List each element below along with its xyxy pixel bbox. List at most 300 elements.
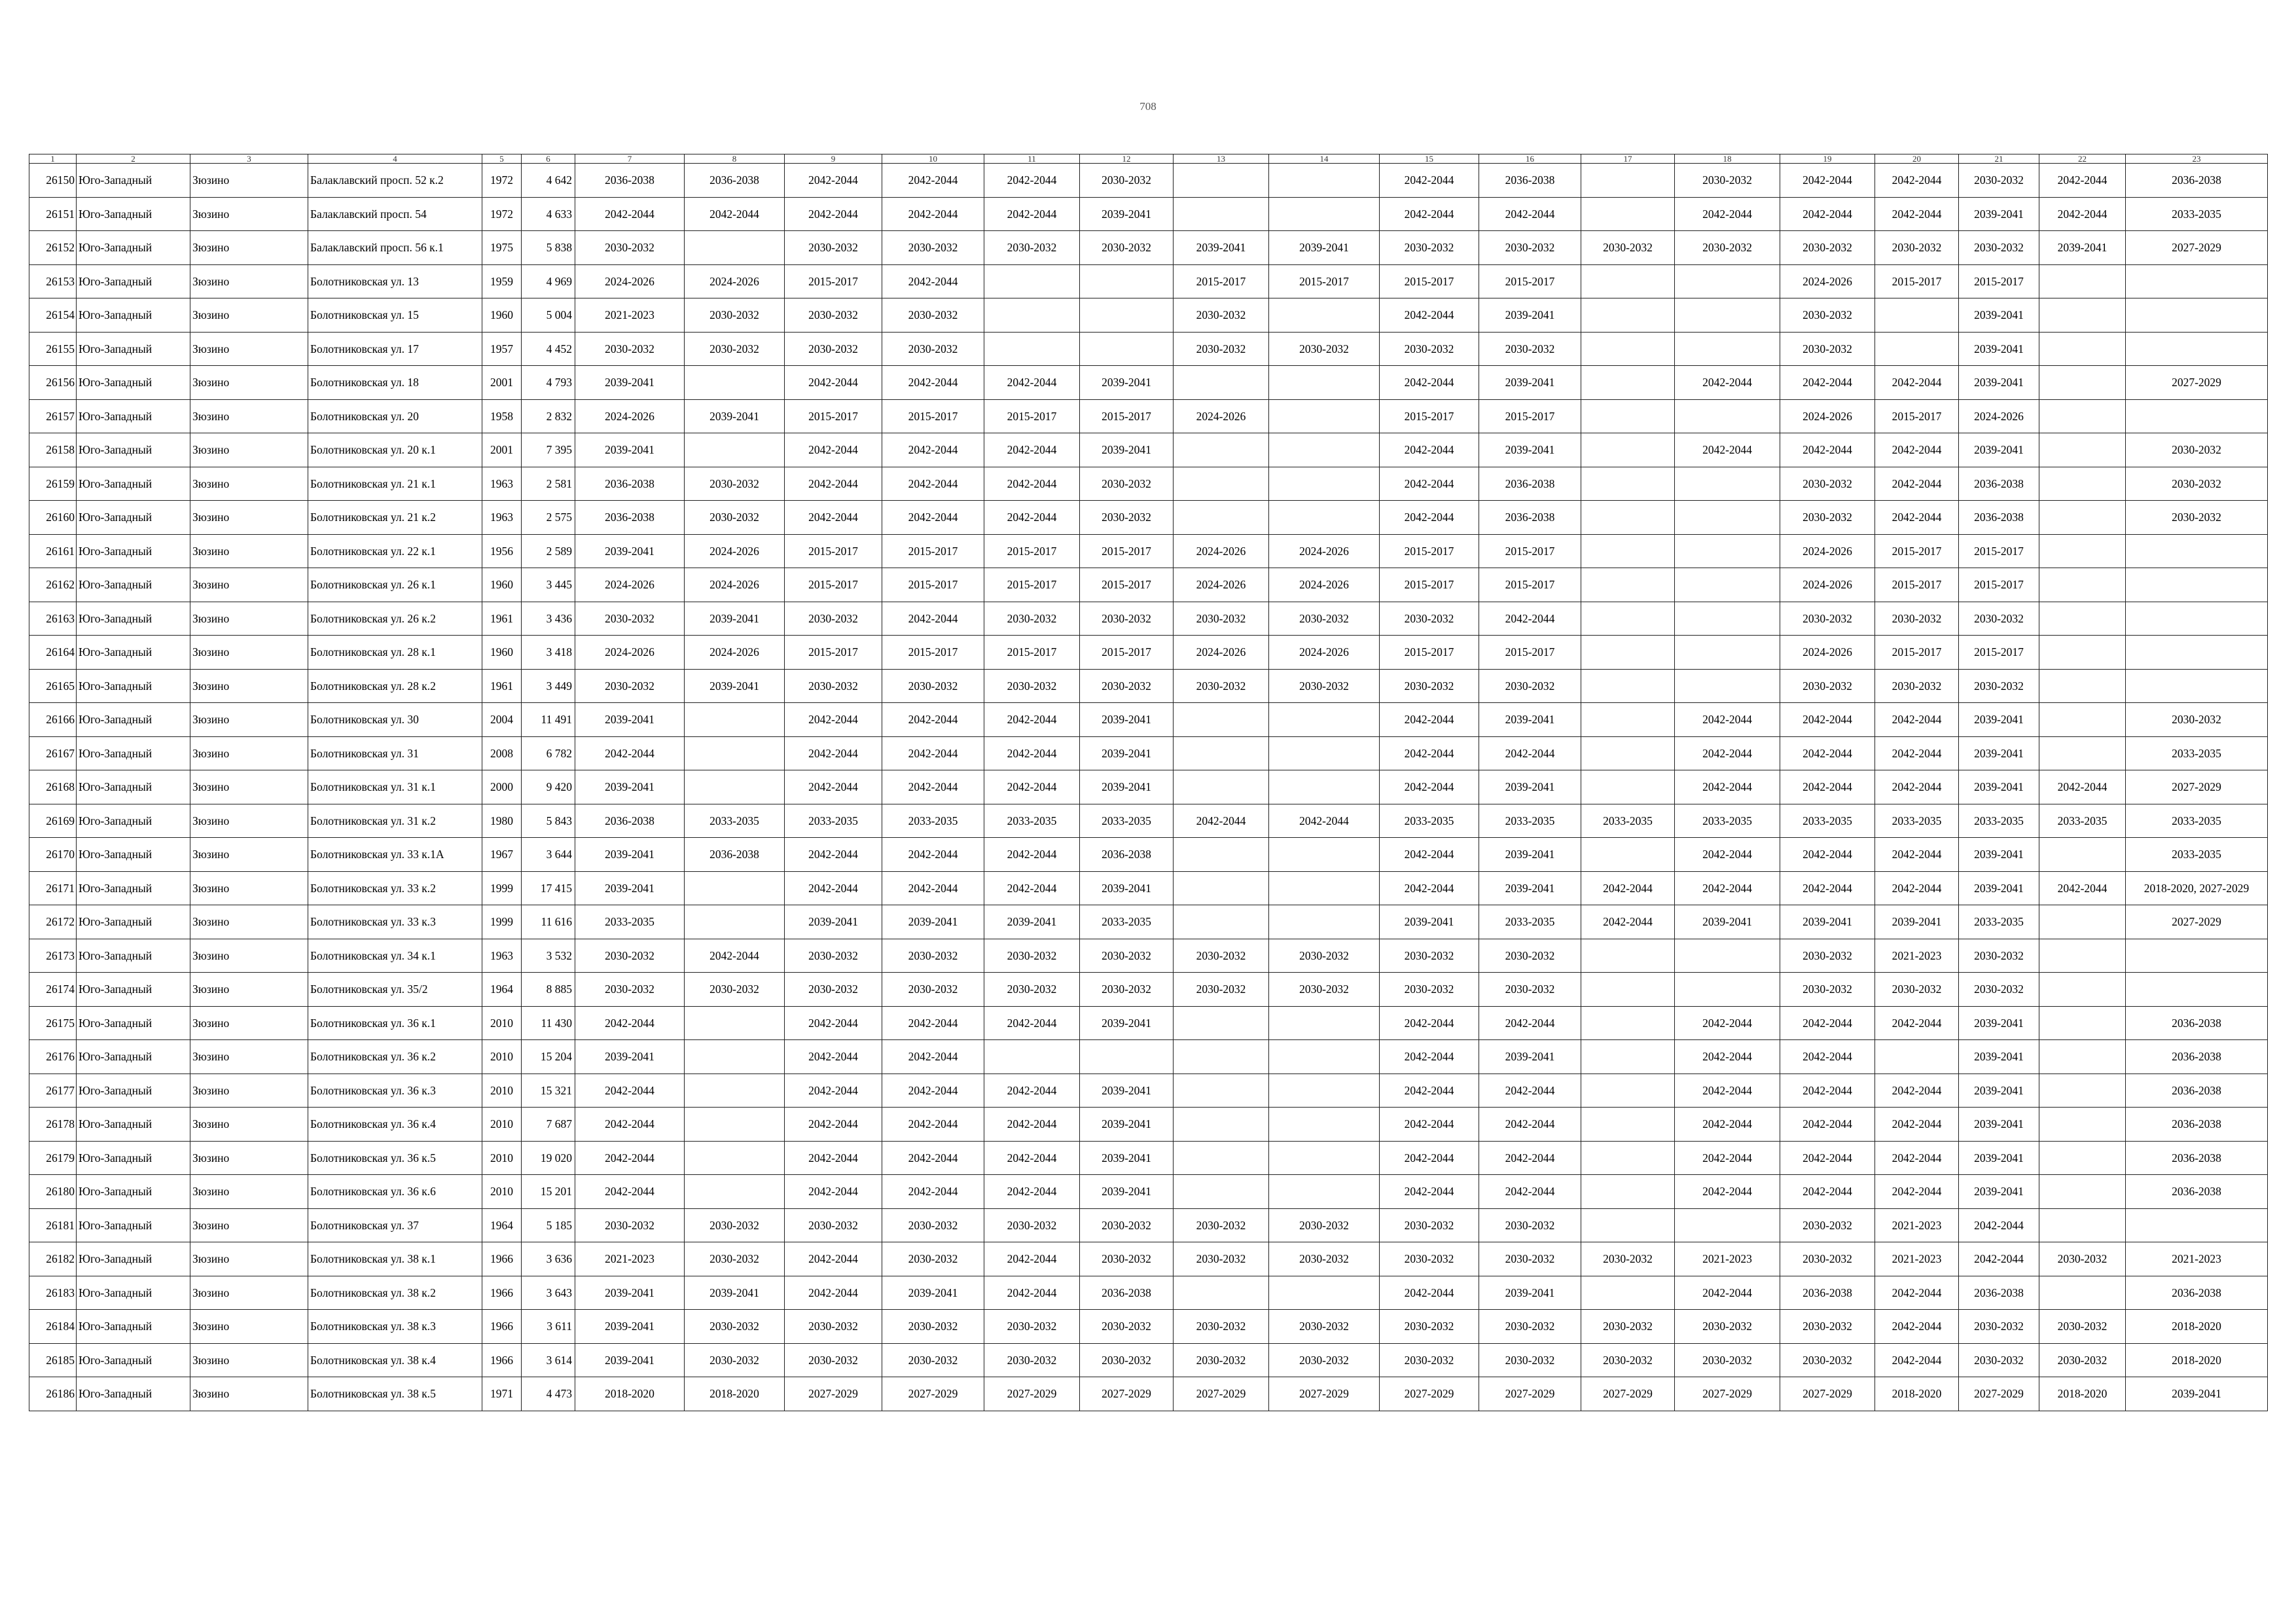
table-cell: 2036-2038 bbox=[1959, 467, 2039, 501]
column-number: 3 bbox=[190, 154, 308, 164]
table-cell: 2042-2044 bbox=[882, 736, 984, 770]
table-cell: 2042-2044 bbox=[2039, 770, 2126, 804]
table-cell: 2030-2032 bbox=[1479, 1208, 1581, 1242]
table-cell bbox=[1675, 568, 1780, 602]
table-cell: 2024-2026 bbox=[1780, 399, 1875, 433]
table-cell: 2042-2044 bbox=[984, 1276, 1080, 1310]
table-cell: Зюзино bbox=[190, 264, 308, 298]
table-cell: 2042-2044 bbox=[1581, 905, 1675, 939]
table-cell: Юго-Западный bbox=[77, 332, 190, 366]
table-cell: 2039-2041 bbox=[1875, 905, 1959, 939]
table-cell: 2042-2044 bbox=[785, 838, 882, 872]
table-cell: 2039-2041 bbox=[575, 871, 685, 905]
table-cell: 2024-2026 bbox=[1174, 399, 1269, 433]
table-cell: 2030-2032 bbox=[785, 1208, 882, 1242]
table-cell: Болотниковская ул. 26 к.1 bbox=[308, 568, 482, 602]
column-number: 20 bbox=[1875, 154, 1959, 164]
table-row bbox=[29, 973, 2268, 1007]
table-cell: 2030-2032 bbox=[1479, 332, 1581, 366]
table-cell: 2039-2041 bbox=[1959, 871, 2039, 905]
table-cell: 2015-2017 bbox=[1959, 636, 2039, 670]
table-cell: 2042-2044 bbox=[1875, 1343, 1959, 1377]
table-cell: 2036-2038 bbox=[1780, 1276, 1875, 1310]
table-cell: 2042-2044 bbox=[1675, 433, 1780, 467]
table-cell: 26158 bbox=[29, 433, 77, 467]
table-cell: Юго-Западный bbox=[77, 939, 190, 973]
table-cell: 2033-2035 bbox=[2126, 838, 2268, 872]
table-cell: 2036-2038 bbox=[2126, 1006, 2268, 1040]
table-cell bbox=[1675, 973, 1780, 1007]
table-cell bbox=[984, 1040, 1080, 1074]
table-cell: Юго-Западный bbox=[77, 1343, 190, 1377]
table-cell: 2042-2044 bbox=[882, 264, 984, 298]
table-cell: 2030-2032 bbox=[1380, 1242, 1479, 1276]
table-cell: 2027-2029 bbox=[1581, 1377, 1675, 1411]
table-cell: 1966 bbox=[482, 1242, 522, 1276]
table-cell: 3 449 bbox=[522, 669, 575, 703]
table-cell: 2042-2044 bbox=[1959, 1242, 2039, 1276]
table-cell: 2027-2029 bbox=[1780, 1377, 1875, 1411]
table-cell: 26156 bbox=[29, 366, 77, 400]
table-cell: 2042-2044 bbox=[1380, 770, 1479, 804]
table-cell: 2042-2044 bbox=[1675, 1276, 1780, 1310]
table-cell: 2042-2044 bbox=[1675, 1108, 1780, 1142]
table-row bbox=[29, 399, 2268, 433]
table-cell: 2015-2017 bbox=[882, 636, 984, 670]
table-cell bbox=[1269, 1276, 1380, 1310]
table-cell: 2015-2017 bbox=[1875, 636, 1959, 670]
table-cell bbox=[1675, 264, 1780, 298]
table-row bbox=[29, 804, 2268, 838]
table-cell: 2 589 bbox=[522, 534, 575, 568]
table-cell bbox=[1581, 1175, 1675, 1209]
table-cell: 2010 bbox=[482, 1040, 522, 1074]
table-cell: 2024-2026 bbox=[1959, 399, 2039, 433]
table-cell: 2030-2032 bbox=[1959, 669, 2039, 703]
table-cell: 2030-2032 bbox=[2039, 1343, 2126, 1377]
table-cell bbox=[2039, 1108, 2126, 1142]
table-cell: 1999 bbox=[482, 871, 522, 905]
table-cell: 2033-2035 bbox=[1080, 804, 1174, 838]
table-cell: 2015-2017 bbox=[1174, 264, 1269, 298]
table-cell: 2030-2032 bbox=[685, 501, 785, 535]
table-row bbox=[29, 501, 2268, 535]
table-row bbox=[29, 164, 2268, 198]
table-cell: 1956 bbox=[482, 534, 522, 568]
table-cell: 2010 bbox=[482, 1141, 522, 1175]
table-cell: Зюзино bbox=[190, 602, 308, 636]
table-cell: Зюзино bbox=[190, 1141, 308, 1175]
table-cell: 2024-2026 bbox=[1780, 534, 1875, 568]
table-cell: 2039-2041 bbox=[575, 1276, 685, 1310]
table-cell bbox=[685, 433, 785, 467]
table-cell: 2008 bbox=[482, 736, 522, 770]
table-cell: 2033-2035 bbox=[984, 804, 1080, 838]
table-cell: 2039-2041 bbox=[1080, 1074, 1174, 1108]
table-cell: 2039-2041 bbox=[1380, 905, 1479, 939]
table-cell: 2042-2044 bbox=[1380, 703, 1479, 737]
table-cell: 2030-2032 bbox=[1174, 973, 1269, 1007]
table-cell bbox=[1675, 534, 1780, 568]
table-cell bbox=[1174, 703, 1269, 737]
table-cell: 2027-2029 bbox=[1174, 1377, 1269, 1411]
column-number: 19 bbox=[1780, 154, 1875, 164]
table-cell: 2039-2041 bbox=[1080, 197, 1174, 231]
table-cell: 2042-2044 bbox=[984, 871, 1080, 905]
table-cell: 2033-2035 bbox=[1581, 804, 1675, 838]
table-cell: 2030-2032 bbox=[1959, 939, 2039, 973]
table-cell: 2039-2041 bbox=[1479, 433, 1581, 467]
table-cell: 2042-2044 bbox=[1479, 602, 1581, 636]
table-cell: 2036-2038 bbox=[1479, 467, 1581, 501]
table-cell bbox=[1174, 905, 1269, 939]
table-row bbox=[29, 838, 2268, 872]
table-cell bbox=[1581, 939, 1675, 973]
table-cell: 2030-2032 bbox=[984, 939, 1080, 973]
table-cell: 2042-2044 bbox=[2039, 871, 2126, 905]
table-cell: 2036-2038 bbox=[685, 838, 785, 872]
table-cell: Юго-Западный bbox=[77, 264, 190, 298]
table-cell: 2042-2044 bbox=[984, 1141, 1080, 1175]
table-cell: Юго-Западный bbox=[77, 973, 190, 1007]
table-cell: 2030-2032 bbox=[1875, 669, 1959, 703]
table-cell: 2036-2038 bbox=[575, 804, 685, 838]
table-cell bbox=[1581, 736, 1675, 770]
table-cell: 2030-2032 bbox=[1780, 501, 1875, 535]
table-cell: 2039-2041 bbox=[575, 534, 685, 568]
table-cell: 2036-2038 bbox=[2126, 1276, 2268, 1310]
table-cell: 2015-2017 bbox=[1380, 568, 1479, 602]
table-cell: Болотниковская ул. 22 к.1 bbox=[308, 534, 482, 568]
table-cell: Зюзино bbox=[190, 197, 308, 231]
table-cell: 2042-2044 bbox=[1875, 871, 1959, 905]
table-cell bbox=[1080, 264, 1174, 298]
table-cell: 2042-2044 bbox=[1875, 703, 1959, 737]
table-cell: 3 445 bbox=[522, 568, 575, 602]
table-cell bbox=[2039, 905, 2126, 939]
table-cell: 2042-2044 bbox=[1780, 736, 1875, 770]
table-cell: 2042-2044 bbox=[1780, 838, 1875, 872]
table-cell bbox=[1581, 501, 1675, 535]
table-cell: 2042-2044 bbox=[1479, 197, 1581, 231]
table-cell bbox=[2039, 838, 2126, 872]
table-cell bbox=[1174, 770, 1269, 804]
table-cell bbox=[685, 905, 785, 939]
table-cell: 2042-2044 bbox=[882, 703, 984, 737]
table-cell: 2030-2032 bbox=[1581, 1242, 1675, 1276]
table-cell: 26170 bbox=[29, 838, 77, 872]
column-number: 6 bbox=[522, 154, 575, 164]
table-cell: 2039-2041 bbox=[1080, 871, 1174, 905]
table-cell bbox=[685, 366, 785, 400]
table-cell: Зюзино bbox=[190, 467, 308, 501]
column-number-row bbox=[29, 154, 2268, 164]
table-row bbox=[29, 1141, 2268, 1175]
table-cell: 2030-2032 bbox=[1080, 164, 1174, 198]
table-cell: 2039-2041 bbox=[685, 1276, 785, 1310]
table-cell bbox=[1174, 1175, 1269, 1209]
table-cell: 2042-2044 bbox=[984, 501, 1080, 535]
data-table bbox=[29, 154, 2268, 1411]
table-cell: 17 415 bbox=[522, 871, 575, 905]
table-cell: 2042-2044 bbox=[882, 1040, 984, 1074]
table-row bbox=[29, 467, 2268, 501]
table-cell: 2015-2017 bbox=[1959, 568, 2039, 602]
table-cell: Болотниковская ул. 38 к.3 bbox=[308, 1310, 482, 1344]
table-cell: 26166 bbox=[29, 703, 77, 737]
table-cell: 2030-2032 bbox=[984, 1310, 1080, 1344]
table-cell: 2030-2032 bbox=[1479, 1242, 1581, 1276]
table-cell bbox=[2039, 467, 2126, 501]
table-cell: 2042-2044 bbox=[882, 1006, 984, 1040]
table-cell: 2033-2035 bbox=[2126, 804, 2268, 838]
column-number: 17 bbox=[1581, 154, 1675, 164]
table-cell: 26179 bbox=[29, 1141, 77, 1175]
table-cell: 26171 bbox=[29, 871, 77, 905]
table-cell: 2042-2044 bbox=[785, 1108, 882, 1142]
table-cell: 2030-2032 bbox=[1380, 1343, 1479, 1377]
table-cell: 2039-2041 bbox=[1959, 332, 2039, 366]
table-cell: 2036-2038 bbox=[1080, 838, 1174, 872]
table-cell: 2018-2020 bbox=[685, 1377, 785, 1411]
table-cell: 2015-2017 bbox=[1479, 568, 1581, 602]
table-cell: 2042-2044 bbox=[1380, 1074, 1479, 1108]
table-cell: 2042-2044 bbox=[984, 164, 1080, 198]
table-cell: 2015-2017 bbox=[882, 534, 984, 568]
table-cell: Зюзино bbox=[190, 939, 308, 973]
table-cell: 2024-2026 bbox=[1269, 534, 1380, 568]
table-cell: 2042-2044 bbox=[1780, 1006, 1875, 1040]
table-cell: 26172 bbox=[29, 905, 77, 939]
table-cell: 2042-2044 bbox=[1675, 366, 1780, 400]
table-cell bbox=[1675, 939, 1780, 973]
table-cell: Зюзино bbox=[190, 905, 308, 939]
table-cell: 26169 bbox=[29, 804, 77, 838]
table-cell: Болотниковская ул. 20 к.1 bbox=[308, 433, 482, 467]
table-cell: 2042-2044 bbox=[1380, 197, 1479, 231]
table-cell: 2030-2032 bbox=[685, 332, 785, 366]
table-row bbox=[29, 1276, 2268, 1310]
table-cell: 2039-2041 bbox=[1959, 1040, 2039, 1074]
table-cell: Болотниковская ул. 38 к.4 bbox=[308, 1343, 482, 1377]
table-cell: 2015-2017 bbox=[984, 636, 1080, 670]
table-cell: 26160 bbox=[29, 501, 77, 535]
table-cell bbox=[1269, 1040, 1380, 1074]
table-cell: Юго-Западный bbox=[77, 602, 190, 636]
table-cell bbox=[1174, 1108, 1269, 1142]
table-cell: 2039-2041 bbox=[1479, 838, 1581, 872]
table-body bbox=[29, 154, 2268, 1411]
table-cell: 2030-2032 bbox=[2039, 1310, 2126, 1344]
table-cell: 2015-2017 bbox=[984, 399, 1080, 433]
table-cell: 2030-2032 bbox=[1174, 1343, 1269, 1377]
table-cell: 5 838 bbox=[522, 231, 575, 265]
table-cell: 3 643 bbox=[522, 1276, 575, 1310]
table-cell bbox=[1581, 1074, 1675, 1108]
table-cell: 2015-2017 bbox=[1080, 399, 1174, 433]
table-cell: 2030-2032 bbox=[685, 973, 785, 1007]
table-cell bbox=[2039, 433, 2126, 467]
table-cell: 2030-2032 bbox=[1080, 467, 1174, 501]
table-cell: 2015-2017 bbox=[882, 399, 984, 433]
table-cell: 2030-2032 bbox=[1780, 1343, 1875, 1377]
column-number: 5 bbox=[482, 154, 522, 164]
table-cell: 2030-2032 bbox=[2126, 467, 2268, 501]
table-cell: 11 430 bbox=[522, 1006, 575, 1040]
table-cell: 2042-2044 bbox=[984, 1074, 1080, 1108]
table-cell: 2039-2041 bbox=[1479, 871, 1581, 905]
table-cell: 8 885 bbox=[522, 973, 575, 1007]
table-cell: 5 843 bbox=[522, 804, 575, 838]
table-cell: 26176 bbox=[29, 1040, 77, 1074]
table-cell: Болотниковская ул. 26 к.2 bbox=[308, 602, 482, 636]
table-cell: 2042-2044 bbox=[1380, 1141, 1479, 1175]
table-cell: Юго-Западный bbox=[77, 433, 190, 467]
table-cell: 2030-2032 bbox=[1269, 1310, 1380, 1344]
table-cell: 2039-2041 bbox=[575, 433, 685, 467]
table-cell: 2039-2041 bbox=[1479, 1040, 1581, 1074]
table-cell: 2030-2032 bbox=[575, 602, 685, 636]
table-cell: 2030-2032 bbox=[1174, 939, 1269, 973]
table-cell bbox=[2126, 264, 2268, 298]
table-cell: 26177 bbox=[29, 1074, 77, 1108]
table-cell: Болотниковская ул. 33 к.2 bbox=[308, 871, 482, 905]
table-cell: 2021-2023 bbox=[2126, 1242, 2268, 1276]
table-cell: 2030-2032 bbox=[575, 332, 685, 366]
table-cell: 2030-2032 bbox=[1380, 231, 1479, 265]
table-cell: 2039-2041 bbox=[2039, 231, 2126, 265]
table-cell: Юго-Западный bbox=[77, 736, 190, 770]
table-cell: Болотниковская ул. 35/2 bbox=[308, 973, 482, 1007]
table-cell: 26184 bbox=[29, 1310, 77, 1344]
table-cell: 2042-2044 bbox=[1380, 871, 1479, 905]
table-cell: 2030-2032 bbox=[1780, 1242, 1875, 1276]
table-cell: 2036-2038 bbox=[1080, 1276, 1174, 1310]
table-cell: Зюзино bbox=[190, 1377, 308, 1411]
table-cell: 2 832 bbox=[522, 399, 575, 433]
table-cell: 2036-2038 bbox=[575, 501, 685, 535]
table-row bbox=[29, 231, 2268, 265]
table-cell: 1964 bbox=[482, 973, 522, 1007]
table-cell: 3 636 bbox=[522, 1242, 575, 1276]
table-cell: 2030-2032 bbox=[1269, 602, 1380, 636]
table-cell: Зюзино bbox=[190, 399, 308, 433]
table-cell bbox=[2126, 602, 2268, 636]
table-cell: 2042-2044 bbox=[785, 164, 882, 198]
table-cell: 2036-2038 bbox=[1479, 164, 1581, 198]
table-cell: 2027-2029 bbox=[1380, 1377, 1479, 1411]
table-cell bbox=[1581, 636, 1675, 670]
table-cell: 2030-2032 bbox=[575, 973, 685, 1007]
table-cell: 2030-2032 bbox=[882, 1310, 984, 1344]
table-cell: 1966 bbox=[482, 1343, 522, 1377]
table-cell: 2030-2032 bbox=[785, 939, 882, 973]
table-cell: 2042-2044 bbox=[1875, 366, 1959, 400]
table-cell: 2027-2029 bbox=[1675, 1377, 1780, 1411]
table-cell: Болотниковская ул. 13 bbox=[308, 264, 482, 298]
table-cell: 2042-2044 bbox=[575, 197, 685, 231]
table-cell: Юго-Западный bbox=[77, 871, 190, 905]
table-cell: 2042-2044 bbox=[1675, 736, 1780, 770]
table-cell: 2021-2023 bbox=[575, 298, 685, 333]
table-cell: 2042-2044 bbox=[882, 1175, 984, 1209]
table-cell: 2039-2041 bbox=[1080, 1006, 1174, 1040]
table-cell: 2030-2032 bbox=[1675, 164, 1780, 198]
table-cell: 2042-2044 bbox=[1875, 1175, 1959, 1209]
column-number: 7 bbox=[575, 154, 685, 164]
table-cell bbox=[1581, 197, 1675, 231]
page-number: 708 bbox=[1139, 100, 1157, 113]
table-cell: 2042-2044 bbox=[1875, 433, 1959, 467]
table-cell: 2042-2044 bbox=[1675, 1175, 1780, 1209]
table-cell bbox=[685, 231, 785, 265]
table-cell bbox=[1581, 703, 1675, 737]
table-cell bbox=[1581, 534, 1675, 568]
table-cell bbox=[2039, 568, 2126, 602]
column-number: 16 bbox=[1479, 154, 1581, 164]
table-cell: Юго-Западный bbox=[77, 366, 190, 400]
table-cell: 2030-2032 bbox=[1875, 973, 1959, 1007]
table-cell bbox=[1174, 871, 1269, 905]
table-cell: 2039-2041 bbox=[575, 366, 685, 400]
table-cell: 26183 bbox=[29, 1276, 77, 1310]
table-cell: 6 782 bbox=[522, 736, 575, 770]
table-cell: Зюзино bbox=[190, 1175, 308, 1209]
table-cell: 2042-2044 bbox=[1380, 1175, 1479, 1209]
table-cell bbox=[1269, 399, 1380, 433]
table-cell: 2027-2029 bbox=[2126, 366, 2268, 400]
table-cell bbox=[1080, 332, 1174, 366]
table-cell bbox=[685, 736, 785, 770]
table-cell: 2039-2041 bbox=[1479, 366, 1581, 400]
table-cell: 26167 bbox=[29, 736, 77, 770]
table-cell bbox=[1581, 1040, 1675, 1074]
table-cell: 2033-2035 bbox=[785, 804, 882, 838]
table-cell: 26155 bbox=[29, 332, 77, 366]
table-cell: 2021-2023 bbox=[1875, 1242, 1959, 1276]
table-cell: 2030-2032 bbox=[1959, 1310, 2039, 1344]
table-row bbox=[29, 568, 2268, 602]
table-cell: 2036-2038 bbox=[575, 467, 685, 501]
table-cell: 2042-2044 bbox=[984, 703, 1080, 737]
table-cell bbox=[1269, 905, 1380, 939]
table-cell: 2042-2044 bbox=[575, 736, 685, 770]
table-cell: 2042-2044 bbox=[1675, 1141, 1780, 1175]
table-cell: 1960 bbox=[482, 636, 522, 670]
table-row bbox=[29, 197, 2268, 231]
table-cell: 4 793 bbox=[522, 366, 575, 400]
table-cell: 2042-2044 bbox=[785, 1074, 882, 1108]
table-cell: 2030-2032 bbox=[984, 602, 1080, 636]
table-cell: 2039-2041 bbox=[1959, 298, 2039, 333]
table-cell: 2042-2044 bbox=[1959, 1208, 2039, 1242]
table-cell: Юго-Западный bbox=[77, 1175, 190, 1209]
table-cell: 2030-2032 bbox=[1780, 298, 1875, 333]
table-cell bbox=[1875, 1040, 1959, 1074]
table-cell: 2033-2035 bbox=[575, 905, 685, 939]
table-cell: Болотниковская ул. 28 к.2 bbox=[308, 669, 482, 703]
table-cell: 2042-2044 bbox=[1380, 736, 1479, 770]
column-number: 2 bbox=[77, 154, 190, 164]
table-cell bbox=[1675, 399, 1780, 433]
table-cell: 2030-2032 bbox=[1080, 669, 1174, 703]
table-cell: 26161 bbox=[29, 534, 77, 568]
table-cell: 2027-2029 bbox=[2126, 770, 2268, 804]
table-cell: 2039-2041 bbox=[1174, 231, 1269, 265]
table-cell: Юго-Западный bbox=[77, 770, 190, 804]
table-cell: 2042-2044 bbox=[882, 197, 984, 231]
table-cell: 2042-2044 bbox=[1269, 804, 1380, 838]
